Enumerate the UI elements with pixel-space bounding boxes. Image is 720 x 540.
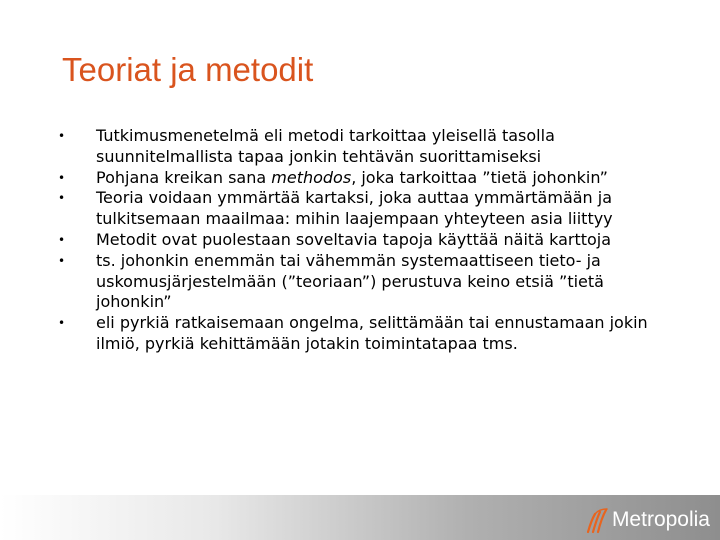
bullet-text-before: Pohjana kreikan sana [96, 167, 272, 187]
bullet-text: Metodit ovat puolestaan soveltavia tapoja käyttää näitä karttoja [96, 229, 612, 249]
bullet-text: ts. johonkin enemmän tai vähemmän systemaattiseen tieto- ja uskomusjärjestelmään (”teoriaan”) perustuva keino etsiä ”tietä johonkin” [96, 250, 604, 312]
bullet-item [0, 188, 656, 230]
bullet-item [0, 313, 656, 355]
bullet-icon: • [58, 170, 66, 185]
bullet-item [0, 126, 656, 168]
bullet-text-after: , joka tarkoittaa ”tietä johonkin” [351, 167, 608, 187]
bullet-icon: • [58, 316, 66, 331]
bullet-item [0, 168, 656, 189]
bullet-icon: • [58, 232, 66, 247]
metropolia-logo [584, 504, 710, 536]
bullet-text-emphasis: methodos [271, 167, 352, 187]
slide-title: Teoriat ja metodit [62, 51, 314, 88]
bullet-icon: • [58, 191, 66, 206]
bullet-text: Tutkimusmenetelmä eli metodi tarkoittaa yleisellä tasolla suunnitelmallista tapaa jonkin tehtävän suorittamiseksi [96, 126, 555, 166]
metropolia-logo-text: Metropolia [611, 508, 710, 531]
bullet-list [0, 126, 720, 355]
bullet-icon: • [58, 253, 66, 268]
bullet-item [0, 251, 656, 313]
bullet-text [96, 168, 608, 187]
bullet-item [0, 230, 656, 251]
bullet-text: Teoria voidaan ymmärtää kartaksi, joka auttaa ymmärtämään ja tulkitsemaan maailmaa: mihin laajempaan yhteyteen asia liittyy [96, 188, 613, 229]
bullet-text: eli pyrkiä ratkaisemaan ongelma, selittämään tai ennustamaan jokin ilmiö, pyrkiä kehittämään jotakin toimintatapaa tms. [96, 313, 648, 353]
bullet-icon: • [58, 129, 66, 143]
metropolia-logo-mark-icon [584, 505, 610, 535]
